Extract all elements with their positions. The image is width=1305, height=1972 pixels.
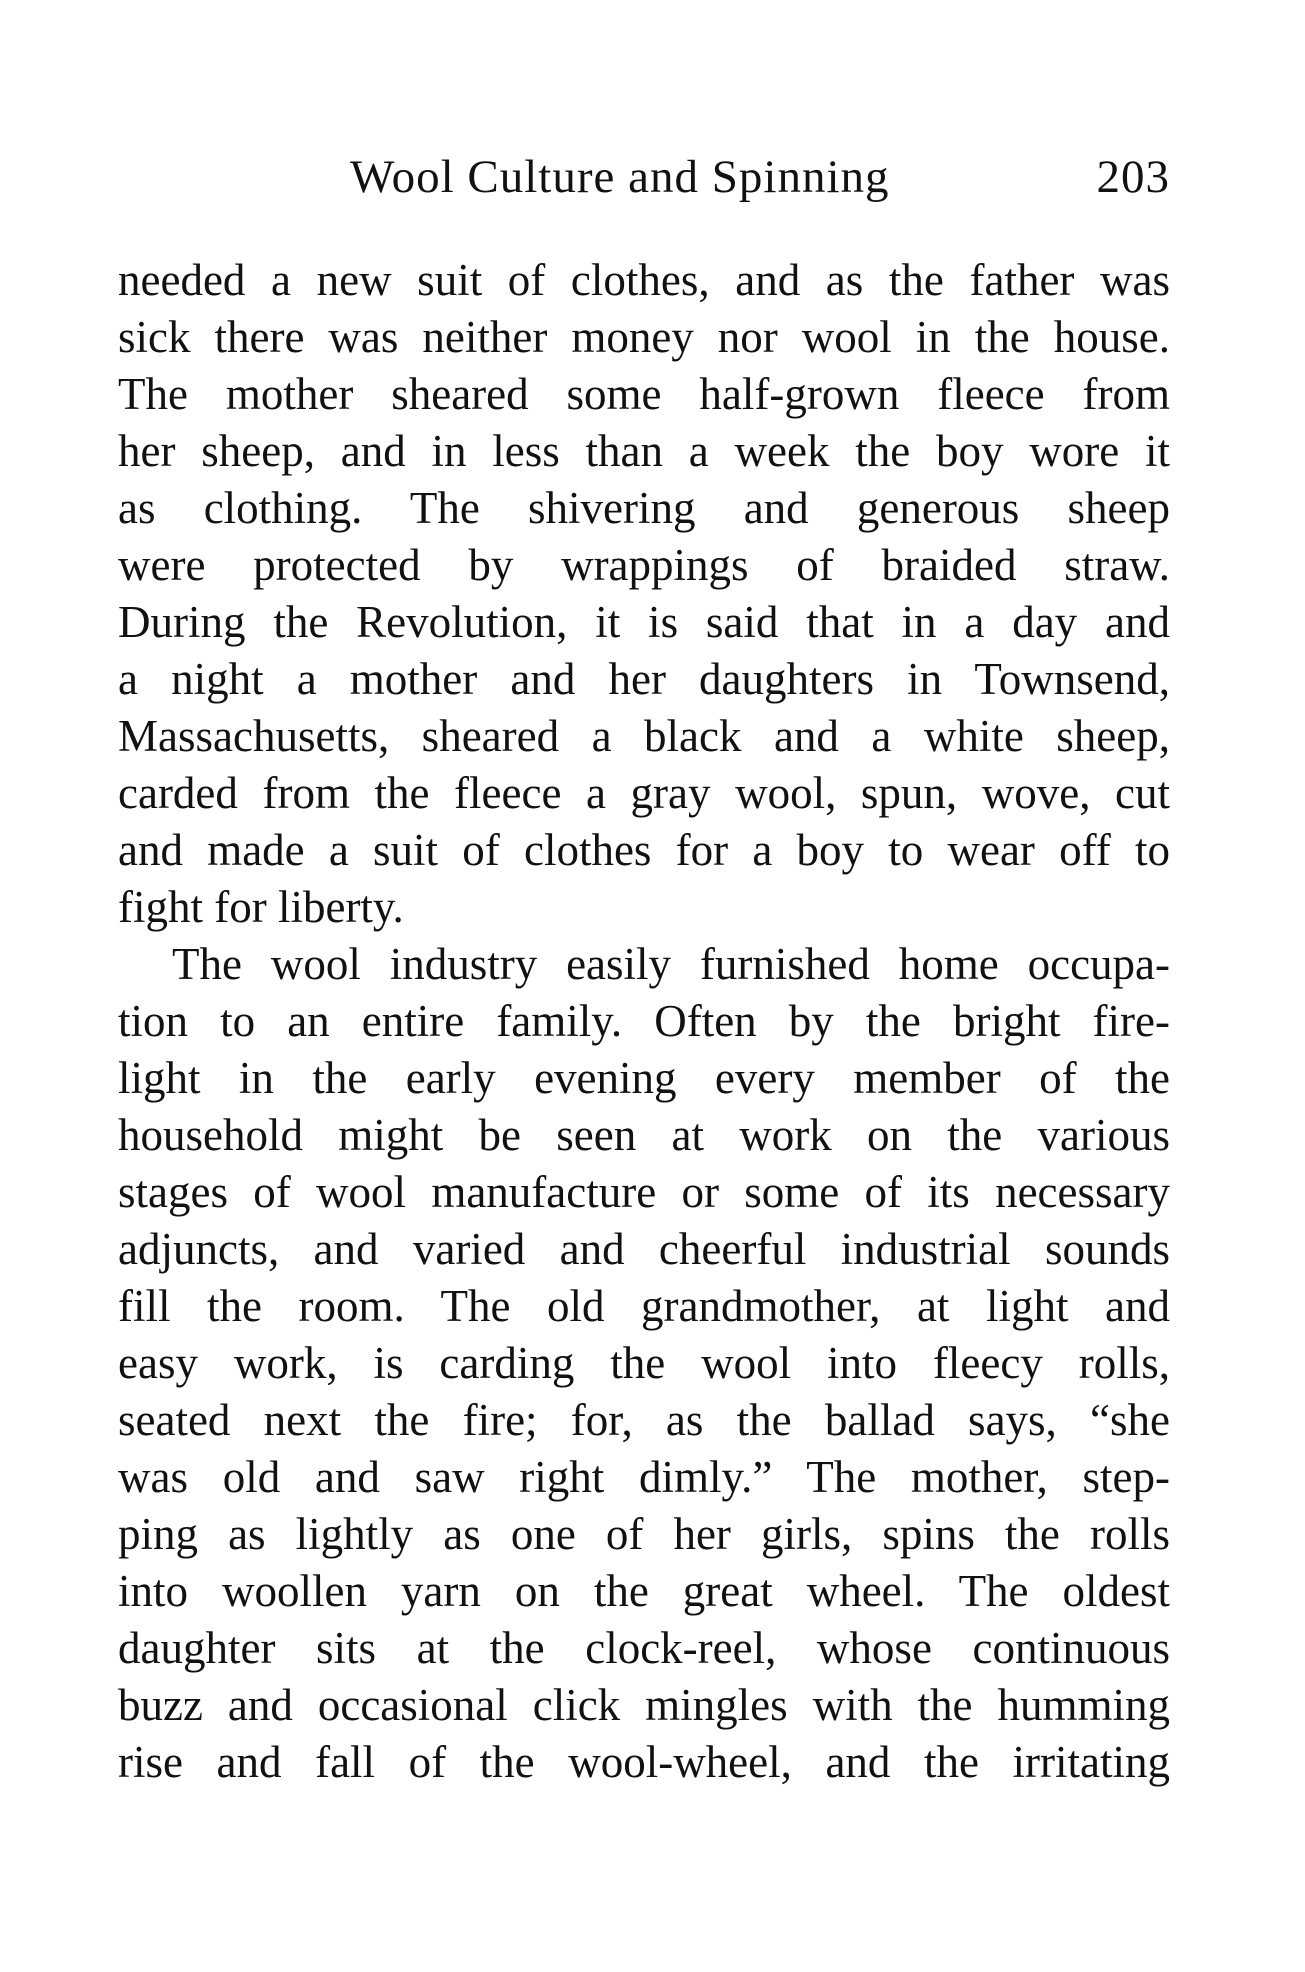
text-line: ping as lightly as one of her girls, spins the rolls [118, 1509, 1170, 1559]
text-line: needed a new suit of clothes, and as the father was [118, 255, 1170, 305]
text-line: and made a suit of clothes for a boy to wear off to [118, 825, 1170, 875]
text-line: During the Revolution, it is said that in a day and [118, 597, 1170, 647]
text-line: light in the early evening every member of the [118, 1053, 1170, 1103]
text-line: tion to an entire family. Often by the bright fire- [118, 996, 1170, 1046]
text-line: a night a mother and her daughters in Townsend, [118, 654, 1170, 704]
page-number: 203 [1096, 151, 1170, 203]
text-line: carded from the fleece a gray wool, spun, wove, cut [118, 768, 1170, 818]
text-line: fill the room. The old grandmother, at light and [118, 1281, 1170, 1331]
paragraph-end-line: fight for liberty. [118, 882, 404, 932]
text-line: adjuncts, and varied and cheerful industrial sounds [118, 1224, 1170, 1274]
text-line: her sheep, and in less than a week the boy wore it [118, 426, 1170, 476]
text-line: sick there was neither money nor wool in the house. [118, 312, 1170, 362]
text-line: household might be seen at work on the various [118, 1110, 1170, 1160]
running-head [118, 150, 1170, 220]
text-line: daughter sits at the clock-reel, whose continuous [118, 1623, 1170, 1673]
text-line: Massachusetts, sheared a black and a white sheep, [118, 711, 1170, 761]
text-line: stages of wool manufacture or some of its necessary [118, 1167, 1170, 1217]
text-line: The mother sheared some half-grown fleece from [118, 369, 1170, 419]
text-line: were protected by wrappings of braided straw. [118, 540, 1170, 590]
text-line: into woollen yarn on the great wheel. The oldest [118, 1566, 1170, 1616]
text-line: easy work, is carding the wool into fleecy rolls, [118, 1338, 1170, 1388]
running-title: Wool Culture and Spinning [350, 151, 890, 203]
text-line: as clothing. The shivering and generous sheep [118, 483, 1170, 533]
text-line: seated next the fire; for, as the ballad says, “she [118, 1395, 1170, 1445]
text-line: buzz and occasional click mingles with the humming [118, 1680, 1170, 1730]
text-line: was old and saw right dimly.” The mother, step- [118, 1452, 1170, 1502]
body-text [118, 252, 1170, 1791]
text-line: rise and fall of the wool-wheel, and the irritating [118, 1737, 1170, 1787]
paragraph-start-line: The wool industry easily furnished home occupa- [172, 939, 1170, 989]
